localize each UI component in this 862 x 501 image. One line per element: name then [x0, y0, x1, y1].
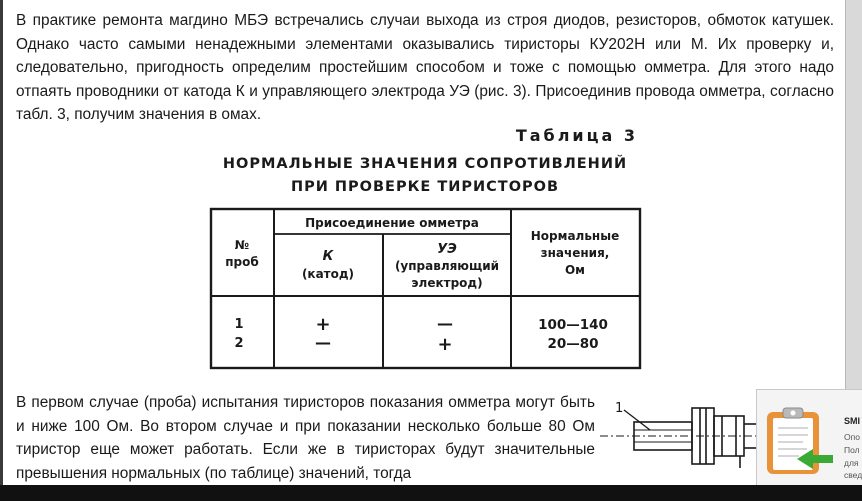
article-paragraph-results: В первом случае (проба) испытания тиристоров показания омметра могут быть и ниже 100 Ом. Во втором случае и при показании несколько больше 80 Ом тиристор еще может работать. Если же в тиристорах будут значительные превышения нормальных (по таблице) значений, тогда — [16, 394, 595, 482]
header-k-line-1: К — [322, 249, 334, 264]
row-2-k: — — [315, 333, 331, 352]
row-1-value: 100—140 — [538, 317, 608, 333]
header-ue-line-1: УЭ — [437, 242, 457, 257]
row-1-ue: — — [437, 314, 453, 333]
popup-title: SMI — [844, 416, 861, 426]
header-k-line-2: (катод) — [301, 267, 355, 281]
header-ue-line-3: электрод) — [411, 276, 483, 290]
popup-text-line-3: для — [844, 458, 859, 468]
header-norm-line-3: Ом — [564, 263, 586, 277]
row-2-num: 2 — [234, 336, 244, 351]
popup-text-line-4: свед — [844, 470, 862, 480]
clipboard-document-icon — [763, 404, 835, 476]
window-left-edge — [0, 0, 3, 501]
row-2-ue: + — [437, 334, 453, 355]
table-title-line-1: НОРМАЛЬНЫЕ ЗНАЧЕНИЯ СОПРОТИВЛЕНИЙ — [222, 156, 628, 172]
popup-text-line-2: Пол — [844, 445, 860, 455]
taskbar-strip — [0, 485, 862, 501]
thyristor-body-drawing — [600, 408, 760, 468]
header-connection-group: Присоединение омметра — [305, 216, 479, 230]
figure-callout-number: 1 — [615, 401, 624, 416]
figure-callout-leader — [624, 410, 650, 430]
row-2-value: 20—80 — [547, 336, 599, 352]
article-paragraph-intro: В практике ремонта магдино МБЭ встречались случаи выхода из строя диодов, резисторов, обмоток катушек. Однако часто самыми ненадежными элементами оказывались тиристоры КУ202Н или М. Их проверку и, следовательно, пригодность определим простейшим способом и тоже с помощью омметра. Для этого надо отпаять проводники от катода К и управляющего электрода УЭ (рис. 3). Присоединив провода омметра, согласно табл. 3, получим значения в омах. — [16, 12, 834, 123]
smi-notification-popup[interactable] — [756, 389, 862, 486]
header-ue-line-2: (управляющий — [394, 259, 500, 273]
header-norm-line-1: Нормальные — [530, 229, 620, 243]
table-title-line-2: ПРИ ПРОВЕРКЕ ТИРИСТОРОВ — [290, 179, 560, 195]
row-1-k: + — [315, 314, 331, 335]
header-norm-line-2: значения, — [540, 246, 610, 260]
header-num-line-2: проб — [225, 255, 259, 269]
header-num-line-1: № — [234, 238, 250, 252]
row-1-num: 1 — [234, 317, 244, 332]
table-3-scan — [205, 120, 645, 380]
table-label: Таблица 3 — [515, 126, 638, 145]
popup-text-line-1: Опо — [844, 432, 860, 442]
thyristor-figure-3 — [600, 394, 760, 484]
